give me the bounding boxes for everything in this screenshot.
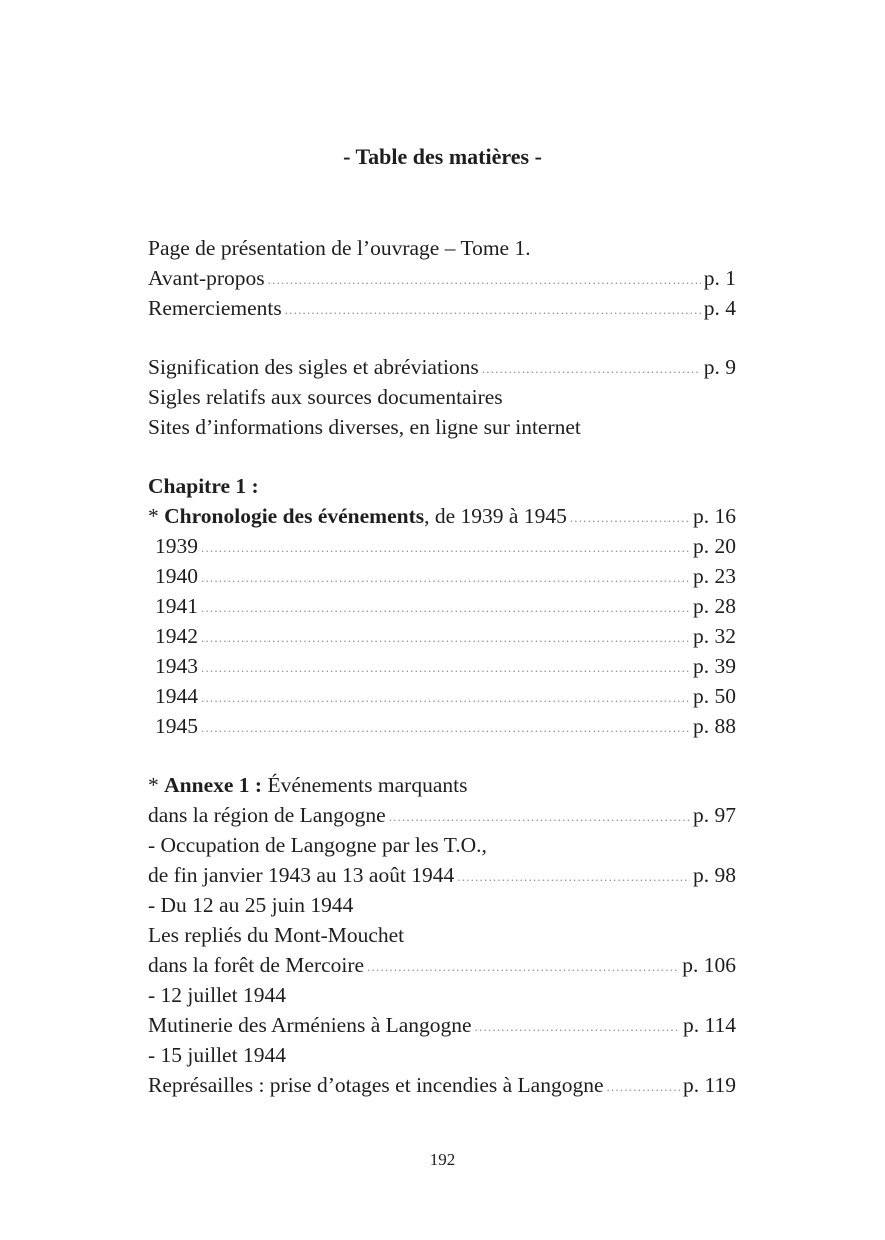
chapter-heading [148, 471, 736, 501]
toc-text: Sites d’informations diverses, en ligne sur internet [148, 415, 581, 439]
toc-entry-page: p. 4 [703, 296, 736, 320]
toc-text: Les repliés du Mont-Mouchet [148, 923, 405, 947]
toc-entry-label: 1943 [155, 654, 198, 678]
toc-entry-page: p. 88 [693, 714, 736, 738]
toc-entry-label: Représailles : prise d’otages et incendies à Langogne [148, 1073, 604, 1097]
toc-text: - 12 juillet 1944 [148, 983, 286, 1007]
toc-entry-langogne[interactable] [148, 800, 736, 830]
toc-text [148, 770, 467, 800]
annexe-heading [148, 770, 736, 800]
toc-entry-page: p. 1 [703, 266, 736, 290]
toc-text: - Du 12 au 25 juin 1944 [148, 893, 354, 917]
toc-line-replies [148, 920, 736, 950]
dot-leader [201, 593, 690, 623]
toc-text: - 15 juillet 1944 [148, 1043, 286, 1067]
entry-bold-title: Chronologie des événements [164, 504, 425, 528]
toc-text: Page de présentation de l’ouvrage – Tome 1. [148, 236, 531, 260]
toc-entry-year[interactable] [148, 561, 736, 591]
annexe-subtitle: Événements marquants [262, 773, 468, 797]
bullet: * [148, 504, 165, 528]
toc-entry-mercoire[interactable] [148, 950, 736, 980]
toc-entry-page: p. 97 [693, 803, 736, 827]
toc-entry-mutinerie[interactable] [148, 1010, 736, 1040]
dot-leader [607, 1072, 681, 1102]
toc-entry-label: 1941 [155, 594, 198, 618]
dot-leader [201, 623, 690, 653]
toc-entry-page: p. 28 [693, 594, 736, 618]
toc-entry-label: Avant-propos [148, 266, 265, 290]
table-of-contents [148, 233, 736, 1100]
dot-leader [367, 952, 679, 982]
toc-entry-label: 1944 [155, 684, 198, 708]
chapter-title: Chapitre 1 : [148, 474, 259, 498]
annexe-title: Annexe 1 : [164, 773, 263, 797]
toc-entry-label: 1942 [155, 624, 198, 648]
toc-line-sites [148, 412, 736, 442]
dot-leader [201, 563, 690, 593]
dot-leader [570, 503, 690, 533]
dot-leader [389, 802, 690, 832]
page-title: - Table des matières - [343, 144, 542, 169]
toc-line-juillet-12 [148, 980, 736, 1010]
toc-entry-page: p. 32 [693, 624, 736, 648]
toc-entry-signification[interactable] [148, 352, 736, 382]
toc-entry-page: p. 16 [693, 504, 736, 528]
toc-entry-page: p. 98 [693, 863, 736, 887]
toc-entry-label: Remerciements [148, 296, 282, 320]
dot-leader [268, 265, 701, 295]
toc-entry-page: p. 106 [682, 953, 736, 977]
bullet: * [148, 773, 165, 797]
toc-entry-label: Mutinerie des Arméniens à Langogne [148, 1013, 472, 1037]
toc-entry-label: Signification des sigles et abréviations [148, 355, 479, 379]
toc-line-juin [148, 890, 736, 920]
toc-entry-year[interactable] [148, 591, 736, 621]
toc-entry-label [148, 501, 567, 531]
dot-leader [201, 683, 690, 713]
dot-leader [201, 713, 690, 743]
toc-entry-page: p. 119 [683, 1073, 736, 1097]
toc-entry-label: de fin janvier 1943 au 13 août 1944 [148, 863, 455, 887]
toc-text: - Occupation de Langogne par les T.O., [148, 833, 487, 857]
toc-entry-page: p. 114 [683, 1013, 736, 1037]
toc-entry-year[interactable] [148, 651, 736, 681]
toc-line-sources [148, 382, 736, 412]
toc-entry-page: p. 50 [693, 684, 736, 708]
dot-leader [457, 862, 690, 892]
toc-entry-year[interactable] [148, 711, 736, 741]
page-number: 192 [429, 1150, 456, 1169]
entry-subtitle: , de 1939 à 1945 [424, 504, 567, 528]
toc-entry-avant-propos[interactable] [148, 263, 736, 293]
toc-entry-page: p. 20 [693, 534, 736, 558]
toc-entry-label: 1940 [155, 564, 198, 588]
toc-line-presentation [148, 233, 736, 263]
toc-entry-label: dans la région de Langogne [148, 803, 386, 827]
dot-leader [482, 354, 701, 384]
toc-entry-label: 1939 [155, 534, 198, 558]
toc-entry-occupation-dates[interactable] [148, 860, 736, 890]
dot-leader [475, 1012, 680, 1042]
toc-entry-page: p. 39 [693, 654, 736, 678]
toc-text: Sigles relatifs aux sources documentaires [148, 385, 503, 409]
toc-entry-remerciements[interactable] [148, 293, 736, 323]
toc-entry-year[interactable] [148, 681, 736, 711]
toc-entry-label: 1945 [155, 714, 198, 738]
toc-line-juillet-15 [148, 1040, 736, 1070]
toc-entry-label: dans la forêt de Mercoire [148, 953, 365, 977]
toc-line-occupation [148, 830, 736, 860]
toc-entry-year[interactable] [148, 531, 736, 561]
dot-leader [201, 533, 690, 563]
dot-leader [285, 295, 701, 325]
toc-entry-page: p. 23 [693, 564, 736, 588]
dot-leader [201, 653, 690, 683]
toc-entry-represailles[interactable] [148, 1070, 736, 1100]
toc-entry-page: p. 9 [703, 355, 736, 379]
toc-entry-chronologie[interactable] [148, 501, 736, 531]
toc-entry-year[interactable] [148, 621, 736, 651]
